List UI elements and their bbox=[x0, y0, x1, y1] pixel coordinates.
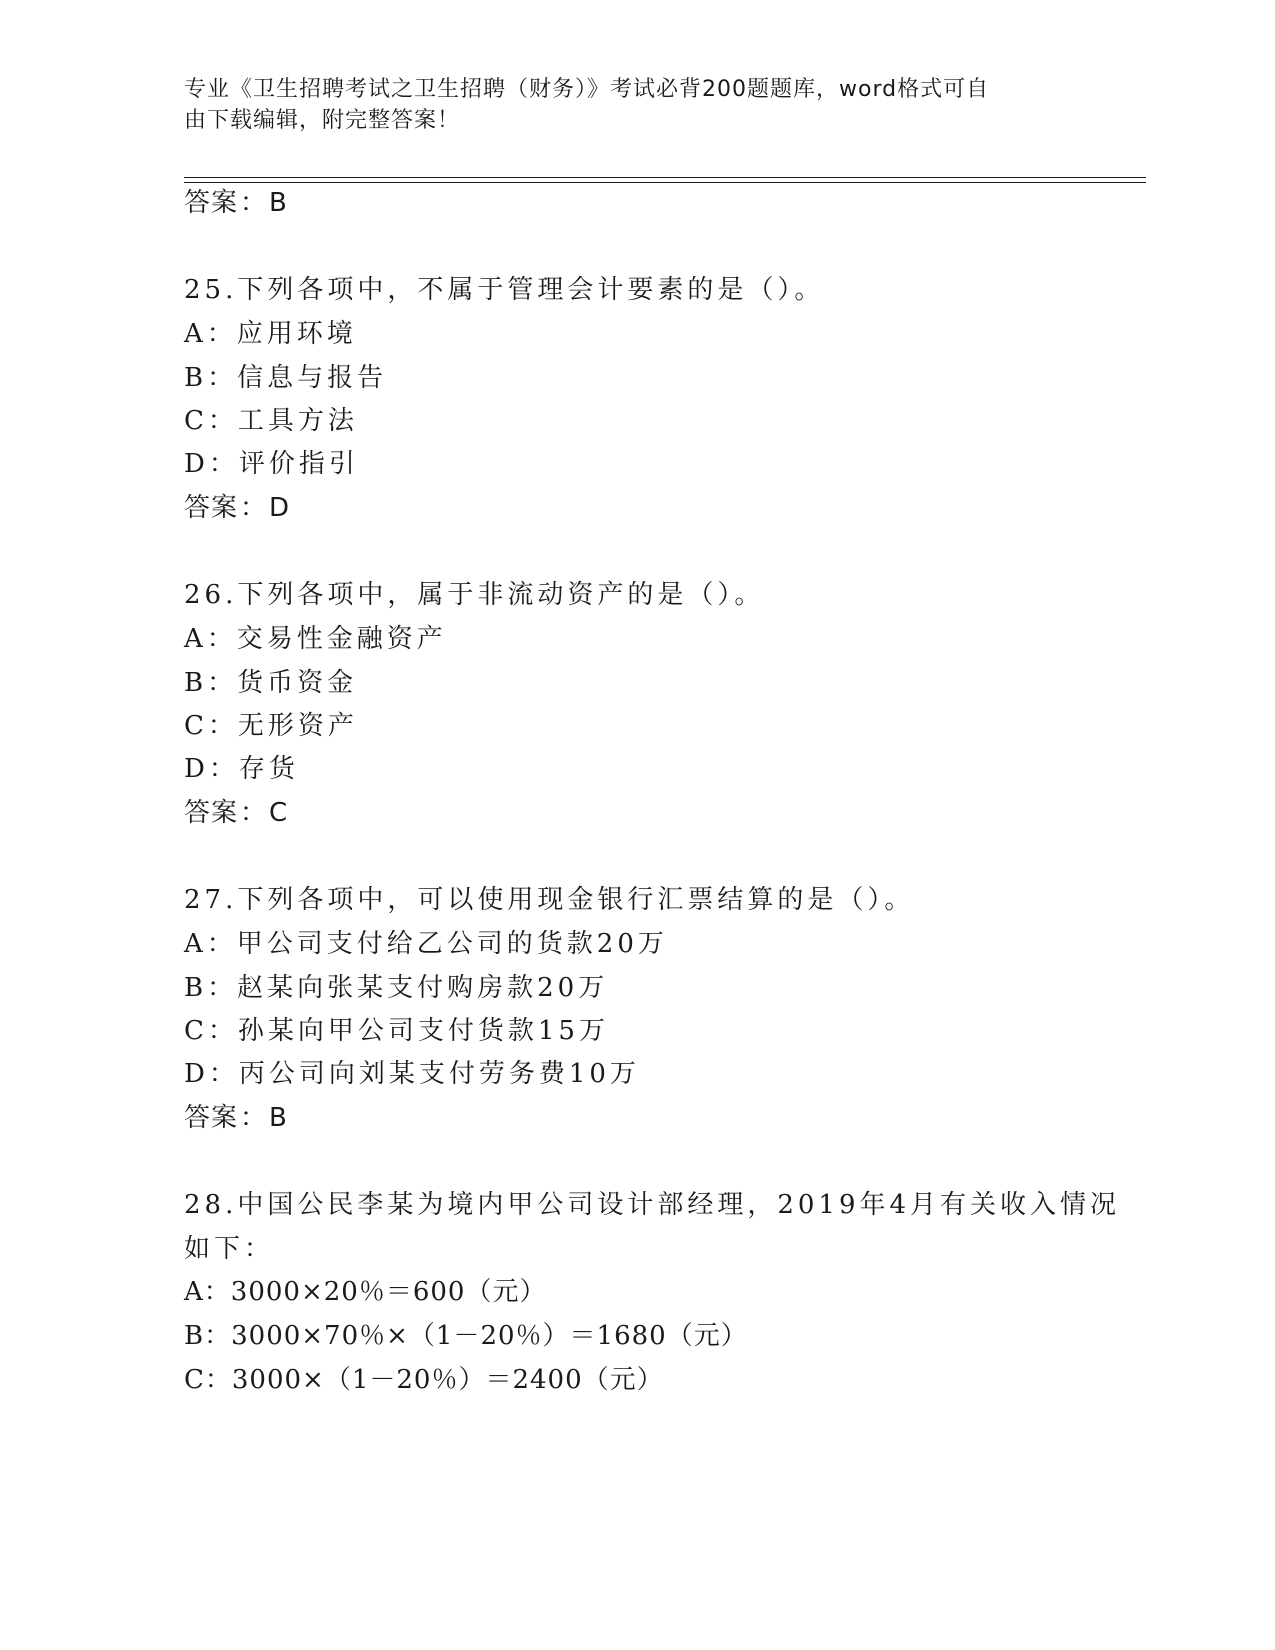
answer-label: 答案 bbox=[184, 798, 239, 828]
header-line-2: 由下载编辑，附完整答案！ bbox=[184, 108, 461, 133]
answer-line: 答案：C bbox=[184, 798, 289, 828]
option-c: C：无形资产 bbox=[184, 711, 358, 741]
option-d: D：丙公司向刘某支付劳务费10万 bbox=[184, 1059, 640, 1089]
answer-line: 答案：B bbox=[184, 1103, 288, 1133]
option-a: A：应用环境 bbox=[184, 319, 357, 349]
option-d: D：评价指引 bbox=[184, 449, 359, 479]
question-stem: 27.下列各项中，可以使用现金银行汇票结算的是（）。 bbox=[184, 885, 915, 915]
answer-label: 答案 bbox=[184, 493, 239, 523]
option-d: D：存货 bbox=[184, 754, 299, 784]
option-b: B：货币资金 bbox=[184, 668, 358, 698]
answer-label: 答案 bbox=[184, 188, 239, 218]
option-b: B：3000×70％×（1－20％）＝1680（元） bbox=[184, 1321, 748, 1351]
answer-value: B bbox=[269, 188, 288, 218]
answer-value: D bbox=[269, 493, 291, 523]
question-stem-line-2: 如下： bbox=[184, 1234, 275, 1264]
question-stem-line-1: 28.中国公民李某为境内甲公司设计部经理，2019年4月有关收入情况 bbox=[184, 1190, 1121, 1220]
option-a: A：3000×20％＝600（元） bbox=[184, 1277, 547, 1307]
option-c: C：孙某向甲公司支付货款15万 bbox=[184, 1016, 609, 1046]
option-c: C：工具方法 bbox=[184, 406, 358, 436]
answer-value: B bbox=[269, 1103, 288, 1133]
option-a: A：甲公司支付给乙公司的货款20万 bbox=[184, 929, 668, 959]
option-b: B：赵某向张某支付购房款20万 bbox=[184, 973, 609, 1003]
option-c: C：3000×（1－20％）＝2400（元） bbox=[184, 1365, 664, 1395]
header-divider-bottom bbox=[184, 182, 1146, 183]
answer-label: 答案 bbox=[184, 1103, 239, 1133]
header-divider-top bbox=[184, 177, 1146, 178]
header-line-1: 专业《卫生招聘考试之卫生招聘（财务）》考试必背200题题库，word格式可自 bbox=[184, 77, 990, 102]
document-header bbox=[184, 74, 1064, 136]
option-b: B：信息与报告 bbox=[184, 363, 388, 393]
option-a: A：交易性金融资产 bbox=[184, 624, 447, 654]
question-stem: 26.下列各项中，属于非流动资产的是（）。 bbox=[184, 580, 765, 610]
answer-line: 答案：D bbox=[184, 493, 291, 523]
answer-value: C bbox=[269, 798, 289, 828]
answer-line: 答案：B bbox=[184, 188, 288, 218]
question-stem: 25.下列各项中，不属于管理会计要素的是（）。 bbox=[184, 275, 825, 305]
